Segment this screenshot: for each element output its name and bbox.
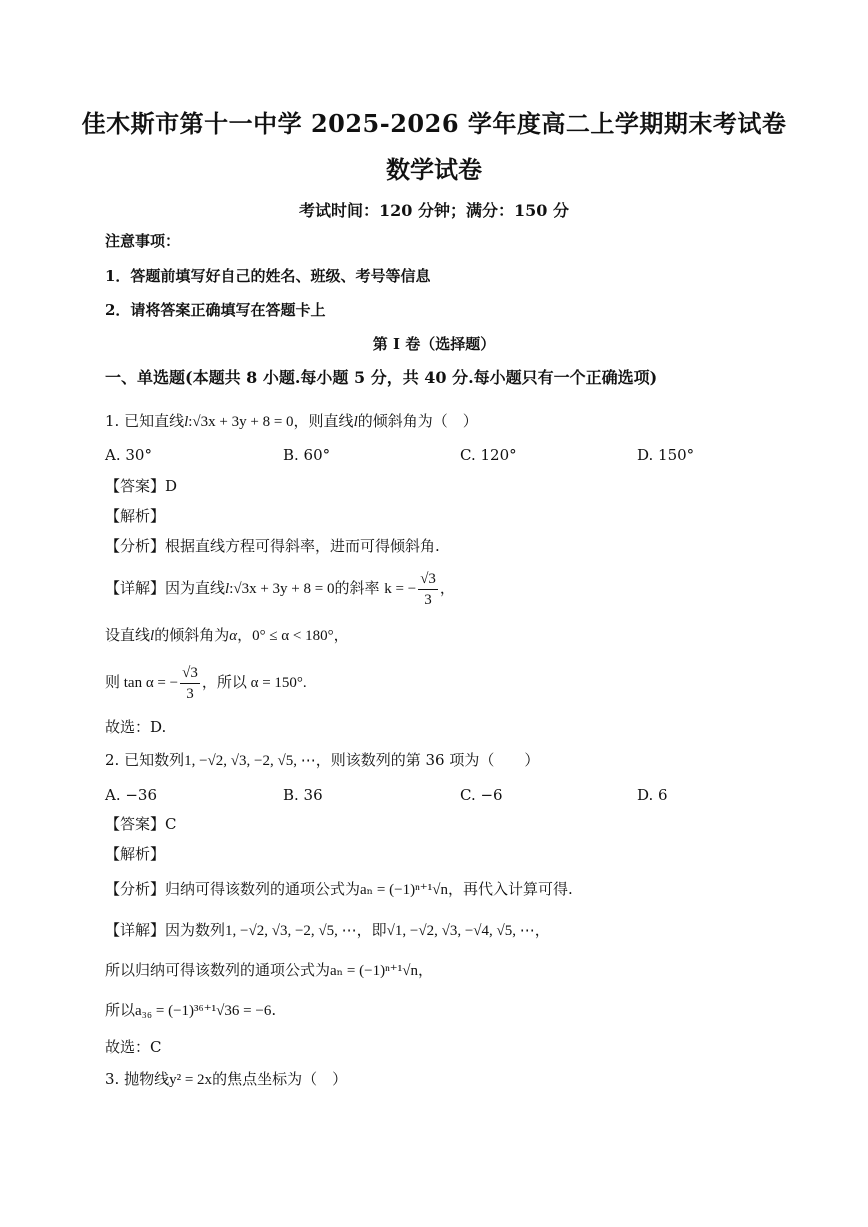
option-b: B. 36 xyxy=(283,786,323,804)
option-c: C. 120° xyxy=(460,446,517,464)
fraction: $\frac{√3}{3}$ xyxy=(182,664,198,702)
parabola-equation: y² = 2x xyxy=(169,1072,213,1088)
general-term-formula: aₙ = (−1)ⁿ⁺¹√n xyxy=(360,882,448,898)
line-variable: l xyxy=(184,414,189,430)
option-d: D. 150° xyxy=(637,446,695,464)
question-2-stem: 2. 已知数列1, −√2, √3, −2, √5, ⋯，则该数列的第 36 项为（ ） xyxy=(105,751,540,769)
exam-subtitle: 数学试卷 xyxy=(386,155,482,184)
choose-line: 故选：D. xyxy=(105,718,167,736)
analysis-line: 设直线l的倾斜角为α，0° ≤ α < 180°， xyxy=(105,626,349,644)
line-equation: :√3x + 3y + 8 = 0 xyxy=(188,414,294,430)
analysis-fenxi: 【分析】根据直线方程可得斜率，进而可得倾斜角. xyxy=(105,537,440,555)
section-title: 一、单选题(本题共 8 小题.每小题 5 分，共 40 分.每小题只有一个正确选项) xyxy=(105,368,658,387)
option-d: D. 6 xyxy=(637,786,668,804)
exam-title: 佳木斯市第十一中学 2025-2026 学年度高二上学期期末考试卷 xyxy=(81,109,787,138)
notice-heading: 注意事项： xyxy=(105,232,181,250)
analysis-line: 则 tan α = − $\frac{√3}{3}$ ，所以 α = 150°. xyxy=(105,664,307,702)
part-title: 第 I 卷（选择题） xyxy=(372,335,496,353)
option-b: B. 60° xyxy=(283,446,331,464)
analysis-fenxi: 【分析】归纳可得该数列的通项公式为aₙ = (−1)ⁿ⁺¹√n，再代入计算可得. xyxy=(105,880,573,898)
choose-line: 故选：C xyxy=(105,1038,162,1056)
analysis-detail: 【详解】因为直线l:√3x + 3y + 8 = 0的斜率 k = − $\frac{√3}{3}$ ， xyxy=(105,570,455,608)
option-a: A. −36 xyxy=(105,786,158,804)
fraction: $\frac{√3}{3}$ xyxy=(420,570,436,608)
answer: 【答案】D xyxy=(105,477,178,495)
analysis-label: 【解析】 xyxy=(105,845,166,863)
analysis-detail: 【详解】因为数列1, −√2, √3, −2, √5, ⋯，即√1, −√2, √3, −√4, √5, ⋯， xyxy=(105,921,550,939)
answer: 【答案】C xyxy=(105,815,177,833)
analysis-line: 所以a₃₆ = (−1)³⁶⁺¹√36 = −6. xyxy=(105,1001,277,1019)
question-1-stem: 1. 已知直线l:√3x + 3y + 8 = 0，则直线l的倾斜角为（ ） xyxy=(105,412,478,430)
option-a: A. 30° xyxy=(105,446,152,464)
question-3-stem: 3. 抛物线y² = 2x的焦点坐标为（ ） xyxy=(105,1070,348,1088)
notice-item: 1．答题前填写好自己的姓名、班级、考号等信息 xyxy=(105,267,431,285)
slope-expression: k = − xyxy=(384,581,417,597)
exam-info: 考试时间：120 分钟；满分：150 分 xyxy=(299,201,569,220)
option-c: C. −6 xyxy=(460,786,503,804)
analysis-label: 【解析】 xyxy=(105,507,166,525)
notice-item: 2．请将答案正确填写在答题卡上 xyxy=(105,301,326,319)
analysis-line: 所以归纳可得该数列的通项公式为aₙ = (−1)ⁿ⁺¹√n， xyxy=(105,961,433,979)
sequence: 1, −√2, √3, −2, √5, ⋯ xyxy=(184,753,316,769)
